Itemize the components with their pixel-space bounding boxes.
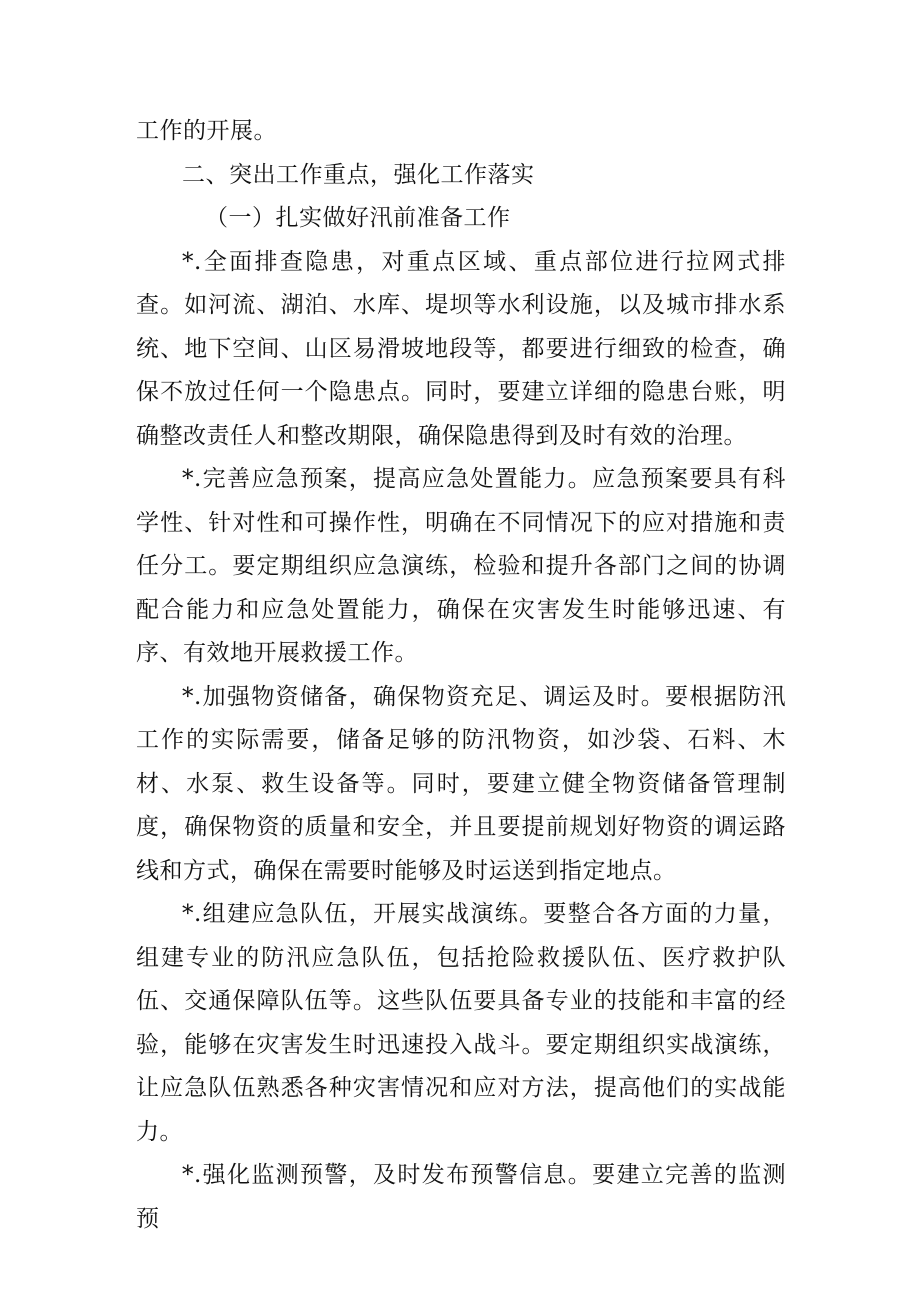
paragraph-emergency-plan: *.完善应急预案，提高应急处置能力。应急预案要具有科学性、针对性和可操作性，明确在不同情况下的应对措施和责任分工。要定期组织应急演练，检验和提升各部门之间的协调配合能力和应急处置能力，确保在灾害发生时能够迅速、有序、有效地开展救援工作。 (136, 466, 786, 666)
paragraph-emergency-team: *.组建应急队伍，开展实战演练。要整合各方面的力量，组建专业的防汛应急队伍，包括抢险救援队伍、医疗救护队伍、交通保障队伍等。这些队伍要具备专业的技能和丰富的经验，能够在灾害发生时迅速投入战斗。要定期组织实战演练，让应急队伍熟悉各种灾害情况和应对方法，提高他们的实战能力。 (136, 901, 786, 1145)
paragraph-material-reserve: *.加强物资储备，确保物资充足、调运及时。要根据防汛工作的实际需要，储备足够的防汛物资，如沙袋、石料、木材、水泵、救生设备等。同时，要建立健全物资储备管理制度，确保物资的质量和安全，并且要提前规划好物资的调运路线和方式，确保在需要时能够及时运送到指定地点。 (136, 683, 786, 884)
paragraph-continuation: 工作的开展。 (136, 118, 277, 144)
section-heading: 二、突出工作重点，强化工作落实 (182, 161, 535, 188)
paragraph-hazard-inspection: *.全面排查隐患，对重点区域、重点部位进行拉网式排查。如河流、湖泊、水库、堤坝等水利设施，以及城市排水系统、地下空间、山区易滑坡地段等，都要进行细致的检查，确保不放过任何一个隐患点。同时，要建立详细的隐患台账，明确整改责任人和整改期限，确保隐患得到及时有效的治理。 (136, 248, 786, 449)
paragraph-monitoring-warning: *.强化监测预警，及时发布预警信息。要建立完善的监测预 (136, 1162, 786, 1232)
subsection-heading: （一）扎实做好汛前准备工作 (205, 205, 511, 231)
document-body (136, 110, 786, 1241)
